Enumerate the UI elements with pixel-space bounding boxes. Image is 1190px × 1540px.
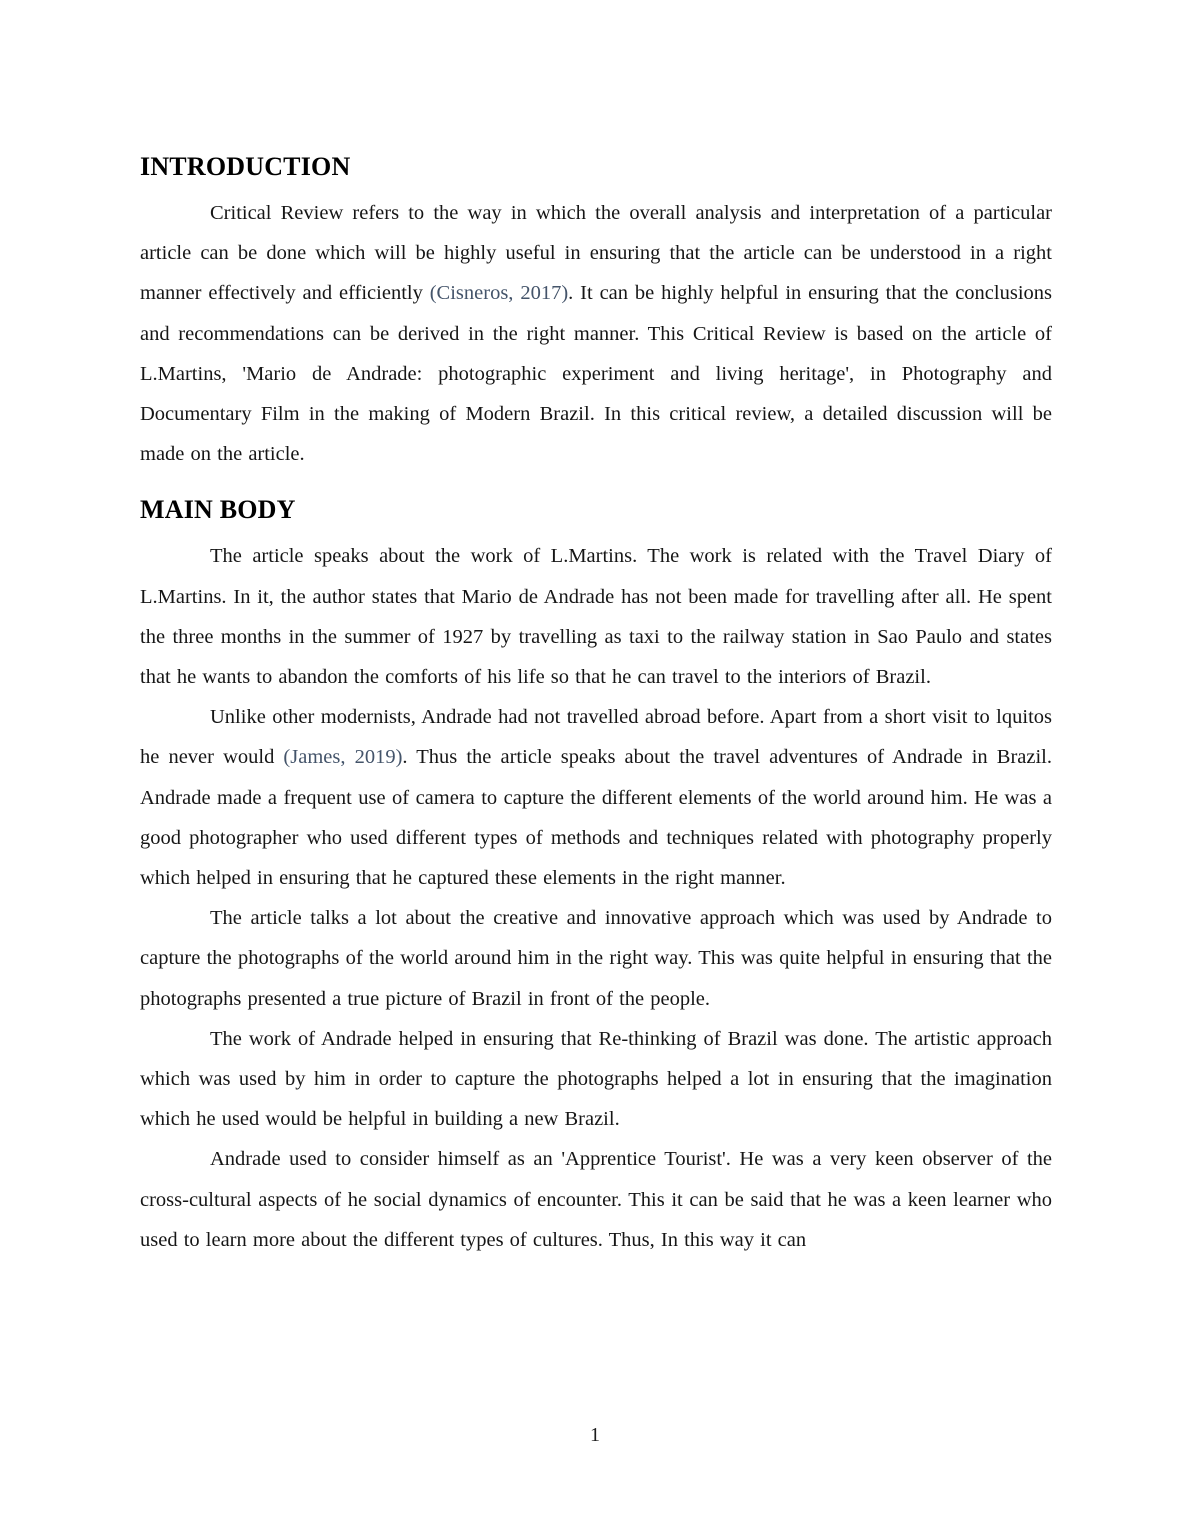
section-introduction — [140, 150, 1052, 474]
paragraph: The article talks a lot about the creative and innovative approach which was used by Andrade to capture the photographs of the world around him in the right way. This was quite helpful in ensuring that the photographs presented a true picture of Brazil in front of the people. — [140, 907, 1052, 1010]
paragraph: Andrade used to consider himself as an 'Apprentice Tourist'. He was a very keen observer of the cross-cultural aspects of he social dynamics of encounter. This it can be said that he was a keen learner who used to learn more about the different types of cultures. Thus, In this way it can — [140, 1148, 1052, 1251]
citation-reference: (Cisneros, 2017) — [429, 282, 569, 305]
main-body-heading: MAIN BODY — [140, 495, 296, 525]
paragraph: Critical Review refers to the way in which the overall analysis and interpretation of a particular article can be done which will be highly useful in ensuring that the article can be understood in a right manner effectively and efficiently (Cisneros, 2017). It can be highly helpful in ensuring that the conclusions and recommendations can be derived in the right manner. This Critical Review is based on the article of L.Martins, 'Mario de Andrade: photographic experiment and living heritage', in Photography and Documentary Film in the making of Modern Brazil. In this critical review, a detailed discussion will be made on the article. — [140, 202, 1053, 466]
paragraph: Unlike other modernists, Andrade had not travelled abroad before. Apart from a short visit to lquitos he never would (James, 2019). Thus the article speaks about the travel adventures of Andrade in Brazil. Andrade made a frequent use of camera to capture the different elements of the world around him. He was a good photographer who used different types of methods and techniques related with photography properly which helped in ensuring that he captured these elements in the right manner. — [140, 706, 1052, 890]
main-body-paragraphs — [140, 536, 1052, 1260]
paragraph: The article speaks about the work of L.Martins. The work is related with the Travel Diary of L.Martins. In it, the author states that Mario de Andrade has not been made for travelling after all. He spent the three months in the summer of 1927 by travelling as taxi to the railway station in Sao Paulo and states that he wants to abandon the comforts of his life so that he can travel to the interiors of Brazil. — [140, 545, 1052, 689]
introduction-heading: INTRODUCTION — [140, 152, 351, 181]
paragraph: The work of Andrade helped in ensuring that Re-thinking of Brazil was done. The artistic approach which was used by him in order to capture the photographs helped a lot in ensuring that the imagination which he used would be helpful in building a new Brazil. — [140, 1027, 1052, 1131]
section-main-body — [140, 493, 1052, 1260]
page-number: 1 — [590, 1424, 600, 1446]
document-content — [140, 150, 1052, 1260]
introduction-paragraphs — [140, 193, 1052, 474]
citation-reference: (James, 2019) — [283, 746, 403, 769]
page-footer — [0, 1422, 1190, 1448]
